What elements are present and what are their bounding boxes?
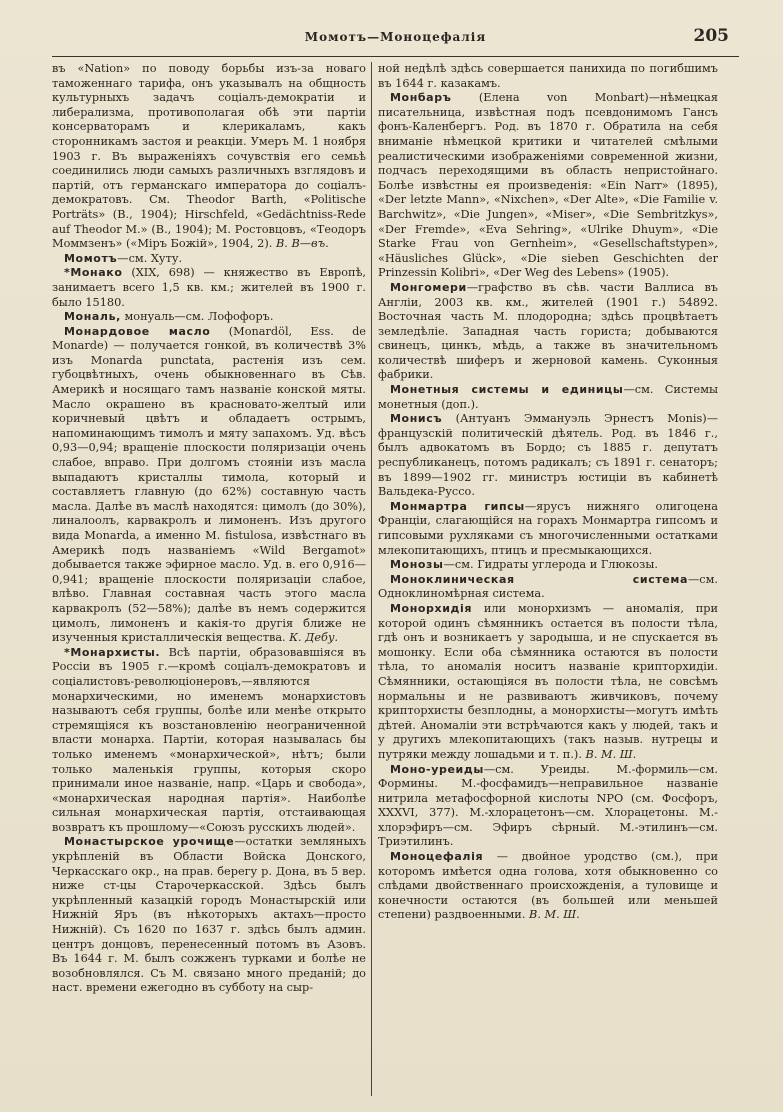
entry-text: (Антуанъ Эммануэль Эрнестъ Monis)—французскій политическій дѣятель. Род. въ 1846 г., былъ адвокатомъ въ Бордо; съ 1885 г. депутатъ республиканецъ, потомъ радикалъ; съ 1891 г. сенаторъ; въ 1899—1902 гг. министръ юстиціи въ кабинетѣ Вальдека-Руссо. [378, 412, 718, 499]
dictionary-entry [378, 91, 718, 281]
dictionary-entry [52, 252, 366, 267]
entry-text: —остатки земляныхъ укрѣпленій въ Области Войска Донского, Черкасскаго окр., на прав. берегу р. Дона, въ 5 вер. ниже ст-цы Старочеркасской. Здѣсь былъ укрѣпленный казацкій городъ Монастырскій или Нижній Яръ (въ нѣкоторыхъ актахъ—просто Нижній). Съ 1620 по 1637 г. здѣсь былъ админ. центръ донцовъ, перенесенный потомъ въ Азовъ. Въ 1644 г. М. былъ сожженъ турками и болѣе не возобновлялся. Съ М. связано много преданій; до наст. времени ежегодно въ субботу на сыр- [52, 835, 366, 995]
entry-text: въ «Nation» по поводу борьбы изъ-за новаго таможеннаго тарифа, онъ указывалъ на общность культурныхъ задачъ соціалъ-демократіи и либерализма, противополагая обѣ эти партіи консерваторамъ и клерикаламъ, какъ сторонникамъ застоя и реакціи. Умеръ М. 1 ноября 1903 г. Въ выраженіяхъ сочувствія его семьѣ соединились люди самыхъ различныхъ взглядовъ и партій, отъ германскаго императора до соціалъ-демократовъ. См. Theodor Barth, «Politische Porträts» (B., 1904); Hirschfeld, «Gedächtniss-Rede auf Theodor M.» (B., 1904); М. Ростовцовъ, «Теодоръ Моммзенъ» («Міръ Божій», 1904, 2). [52, 62, 366, 251]
entry-text: —ярусъ нижняго олигоцена Франціи, слагающійся на горахъ Монмартра гипсомъ и гипсовыми рухляками съ многочисленными остатками млекопитающихъ, птицъ и пресмыкающихся. [378, 499, 718, 557]
entry-signature: В. М. Ш. [529, 908, 580, 922]
entry-headword: Момотъ [64, 251, 118, 265]
entry-headword: *Монархисты. [64, 645, 161, 659]
dictionary-entry [52, 310, 366, 325]
entry-text: или монорхизмъ — аномалія, при которой одинъ сѣмянникъ остается въ полости тѣла, гдѣ онъ и возникаетъ у зародыша, и не спускается въ мошонку. Если оба сѣмянника остаются въ полости тѣла, то аномалія носитъ названіе крипторхидіи. Сѣмянники, остающіяся въ полости тѣла, не совсѣмъ нормальны и не развиваютъ живчиковъ, почему крипторхисты безплодны, а монорхисты—могутъ имѣть дѣтей. Аномаліи эти встрѣчаются какъ у людей, такъ и у другихъ млекопитающихъ (такъ назыв. нутрецы и путряки между лошадьми и т. п.). [378, 601, 718, 761]
dictionary-entry [52, 325, 366, 646]
running-head: Момотъ—Моноцефалія [304, 30, 487, 44]
entry-text: (XIX, 698) — княжество въ Европѣ, занимаетъ всего 1,5 кв. км.; жителей въ 1900 г. было 15180. [52, 266, 366, 309]
entry-text: —см. Уреиды. М.-формиль—см. Формины. М.-фосфамидъ—неправильное названіе нитрила метафосфорной кислоты NPO (см. Фосфоръ, XXXVI, 377). М.-хлорацетонъ—см. Хлорацетоны. М.-хлорэфиръ—см. Эфиръ сѣрный. М.-этилинъ—см. Триэтилинъ. [378, 762, 718, 849]
entry-text: ной недѣлѣ здѣсь совершается панихида по погибшимъ въ 1644 г. казакамъ. [378, 62, 718, 90]
entry-text: —см. Системы монетныя (доп.). [378, 383, 718, 411]
entry-text: —см. Хуту. [117, 251, 183, 265]
left-column [52, 62, 366, 1102]
page-number: 205 [693, 26, 729, 46]
entry-headword: Монастырское урочище [64, 835, 235, 849]
entry-headword: Моноцефалія [390, 850, 484, 864]
dictionary-entry [378, 383, 718, 412]
right-column [378, 62, 718, 1102]
dictionary-entry [378, 281, 718, 383]
dictionary-entry [378, 602, 718, 763]
entry-text: —графство въ сѣв. части Валлиса въ Англіи, 2003 кв. км., жителей (1901 г.) 54892. Восточная часть М. плодородна; здѣсь процвѣтаетъ земледѣліе. Западная часть гориста; добываются свинецъ, цинкъ, мѣдь, а также въ значительномъ количествѣ шиферъ и жерновой камень. Суконныя фабрики. [378, 280, 718, 382]
entry-text: — двойное уродство (см.), при которомъ имѣется одна голова, хотя обыкновенно со слѣдами двойственнаго происхожденія, а туловище и конечности остаются (въ большей или меньшей степени) раздвоенными. [378, 850, 718, 922]
entry-text: (Monardöl, Ess. de Monarde) — получается гонкой, въ количествѣ 3% изъ Monarda punctata, растенія изъ сем. губоцвѣтныхъ, очень обыкновеннаго въ Сѣв. Америкѣ и носящаго тамъ названіе конской мяты. Масло окрашено въ красновато-желтый или коричневый цвѣтъ и обладаетъ острымъ, напоминающимъ тимолъ и мяту запахомъ. Уд. вѣсъ 0,93—0,94; вращеніе плоскости поляризаціи очень слабое, вправо. При долгомъ стояніи изъ масла выпадаютъ кристаллы тимола, который и составляетъ главную (до 62%) составную часть масла. Далѣе въ маслѣ находятся: цимолъ (до 30%), линалоолъ, карвакролъ и лимоненъ. Изъ другого вида Monarda, а именно M. fistulosa, извѣстнаго въ Америкѣ подъ названіемъ «Wild Bergamot» добывается также эфирное масло. Уд. в. его 0,916—0,941; вращеніе плоскости поляризаціи слабое, влѣво. Главная составная часть этого масла карвакролъ (52—58%); далѣе въ немъ содержится цимолъ, лимоненъ и какія-то другія ближе не изученныя кристаллическія вещества. [52, 324, 366, 645]
entry-headword: Мональ, [64, 310, 121, 324]
dictionary-entry [378, 412, 718, 500]
dictionary-entry [378, 763, 718, 851]
dictionary-entry [378, 850, 718, 923]
entry-signature: В. М. Ш. [585, 747, 637, 761]
entry-text: Всѣ партіи, образовавшіяся въ Россіи въ 1905 г.—кромѣ соціалъ-демократовъ и соціалистовъ-революціонеровъ,—являются монархическими, но именемъ монархистовъ называютъ себя группы, болѣе или менѣе открыто стремящіяся къ возстановленію неограниченной власти монарха. Партіи, которая называлась бы только именемъ «монархической», нѣтъ; были только маленькія группы, которыя скоро принимали иное названіе, напр. «Царь и свобода», «монархическая народная партія». Наиболѣе сильная монархическая партія, отстаивающая возвратъ къ прошлому—«Союзъ русскихъ людей». [52, 645, 366, 834]
dictionary-entry [52, 646, 366, 836]
entry-headword: Монгомери [390, 280, 467, 294]
entry-headword: Монозы [390, 558, 444, 572]
entry-text: —см. Гидраты углерода и Глюкозы. [443, 558, 658, 572]
page-header [52, 26, 739, 52]
entry-text: монуаль—см. Лофофоръ. [120, 310, 274, 324]
entry-headword: Моно-уреиды [390, 762, 484, 776]
dictionary-entry [378, 62, 718, 91]
entry-headword: Монардовое масло [64, 324, 211, 338]
header-rule [52, 56, 739, 57]
entry-headword: Моноклиническая система [390, 572, 688, 586]
dictionary-entry [378, 500, 718, 558]
dictionary-entry [52, 266, 366, 310]
entry-headword: Монисъ [390, 412, 443, 426]
entry-headword: Монбаръ [390, 91, 452, 105]
dictionary-entry [378, 573, 718, 602]
entry-headword: *Монако [64, 266, 123, 280]
entry-text: —см. Одноклиномѣрная система. [378, 572, 718, 601]
entry-text: (Елена von Monbart)—нѣмецкая писательница, извѣстная подъ псевдонимомъ Гансъ фонъ-Каленбергъ. Род. въ 1870 г. Обратила на себя вниманіе нѣмецкой критики и читателей смѣлыми реалистическими изображеніями современной жизни, подчасъ переходящими въ область непристойнаго. Болѣе извѣстны ея произведенія: «Ein Narr» (1895), «Der letzte Mann», «Nixchen», «Der Alte», «Die Familie v. Barchwitz», «Die Jungen», «Miser», «Die Sembritzkys», «Der Fremde», «Eva Sehring», «Ulrike Dhuym», «Die Starke Frau von Gernheim», «Gesellschaftstypen», «Häusliches Glück», «Die sieben Geschichten der Prinzessin Kolibri», «Der Weg des Lebens» (1905). [378, 91, 718, 280]
entry-headword: Монмартра гипсы [390, 499, 525, 513]
entry-headword: Монетныя системы и единицы [390, 383, 624, 397]
entry-headword: Монорхидія [390, 601, 473, 615]
column-divider [371, 62, 372, 1096]
entry-signature: К. Дебу. [289, 631, 339, 645]
dictionary-entry [52, 62, 366, 252]
dictionary-entry [52, 835, 366, 996]
entry-signature: В. В—въ. [275, 237, 329, 251]
dictionary-entry [378, 558, 718, 573]
